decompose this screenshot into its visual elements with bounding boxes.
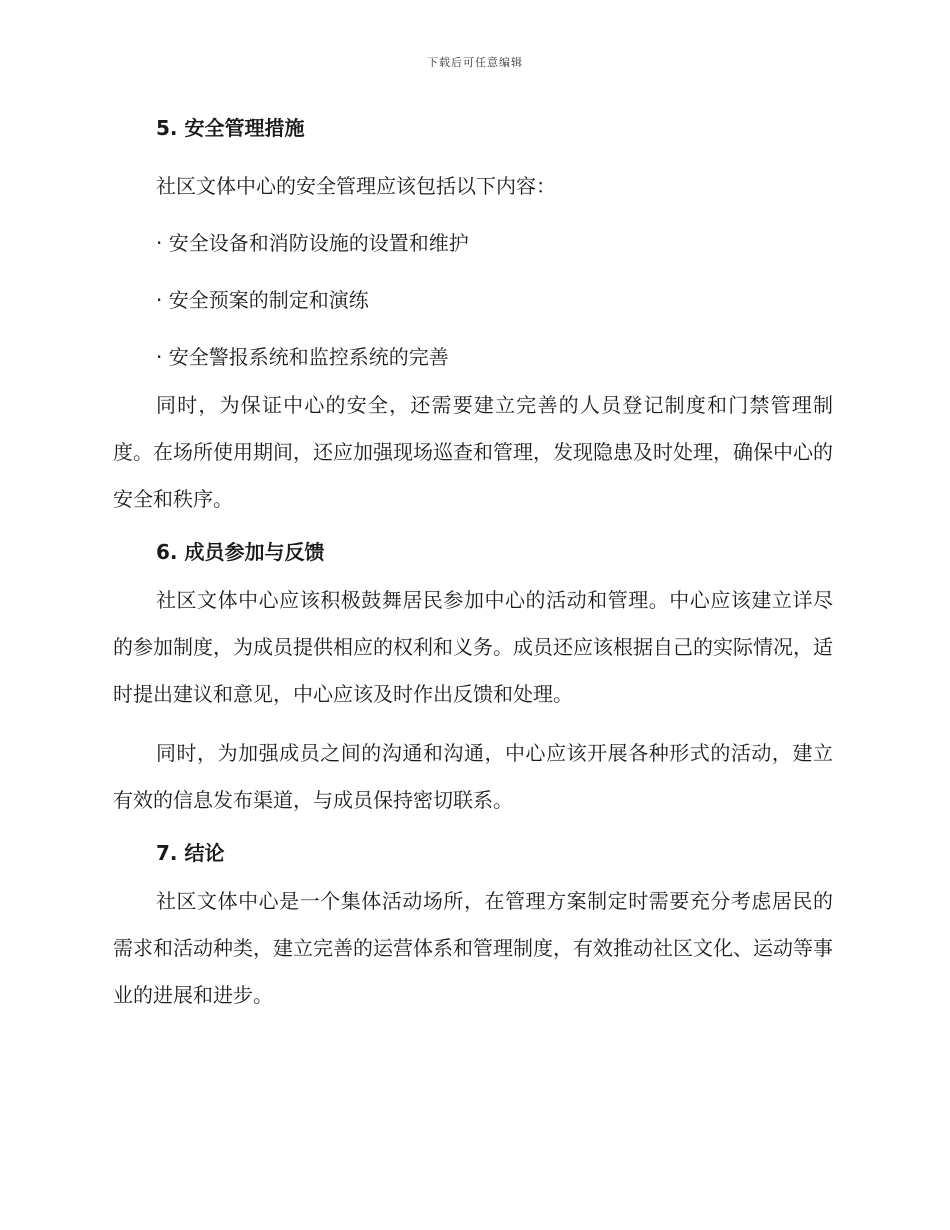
document-body — [113, 113, 833, 1019]
bullet-item: · 安全警报系统和监控系统的完善 — [156, 345, 449, 369]
page-header: 下载后可任意编辑 — [427, 56, 523, 69]
section-5-intro: 社区文体中心的安全管理应该包括以下内容： — [156, 174, 556, 198]
section-heading-6: 6. 成员参加与反馈 — [156, 540, 325, 564]
section-heading-7: 7. 结论 — [156, 841, 225, 865]
section-6-paragraph-1: 社区文体中心应该积极鼓舞居民参加中心的活动和管理。中心应该建立详尽的参加制度，为成员提供相应的权利和义务。成员还应该根据自己的实际情况，适时提出建议和意见，中心应该及时作出反馈和处理。 — [113, 588, 833, 706]
bullet-item: · 安全预案的制定和演练 — [156, 288, 369, 312]
section-7-paragraph: 社区文体中心是一个集体活动场所，在管理方案制定时需要充分考虑居民的需求和活动种类，建立完善的运营体系和管理制度，有效推动社区文化、运动等事业的进展和进步。 — [113, 889, 833, 1007]
section-heading-5: 5. 安全管理措施 — [156, 116, 305, 140]
bullet-item: · 安全设备和消防设施的设置和维护 — [156, 231, 469, 255]
section-5-paragraph: 同时，为保证中心的安全，还需要建立完善的人员登记制度和门禁管理制度。在场所使用期间，还应加强现场巡查和管理，发现隐患及时处理，确保中心的安全和秩序。 — [113, 393, 833, 511]
section-6-paragraph-2: 同时，为加强成员之间的沟通和沟通，中心应该开展各种形式的活动，建立有效的信息发布渠道，与成员保持密切联系。 — [113, 741, 833, 812]
